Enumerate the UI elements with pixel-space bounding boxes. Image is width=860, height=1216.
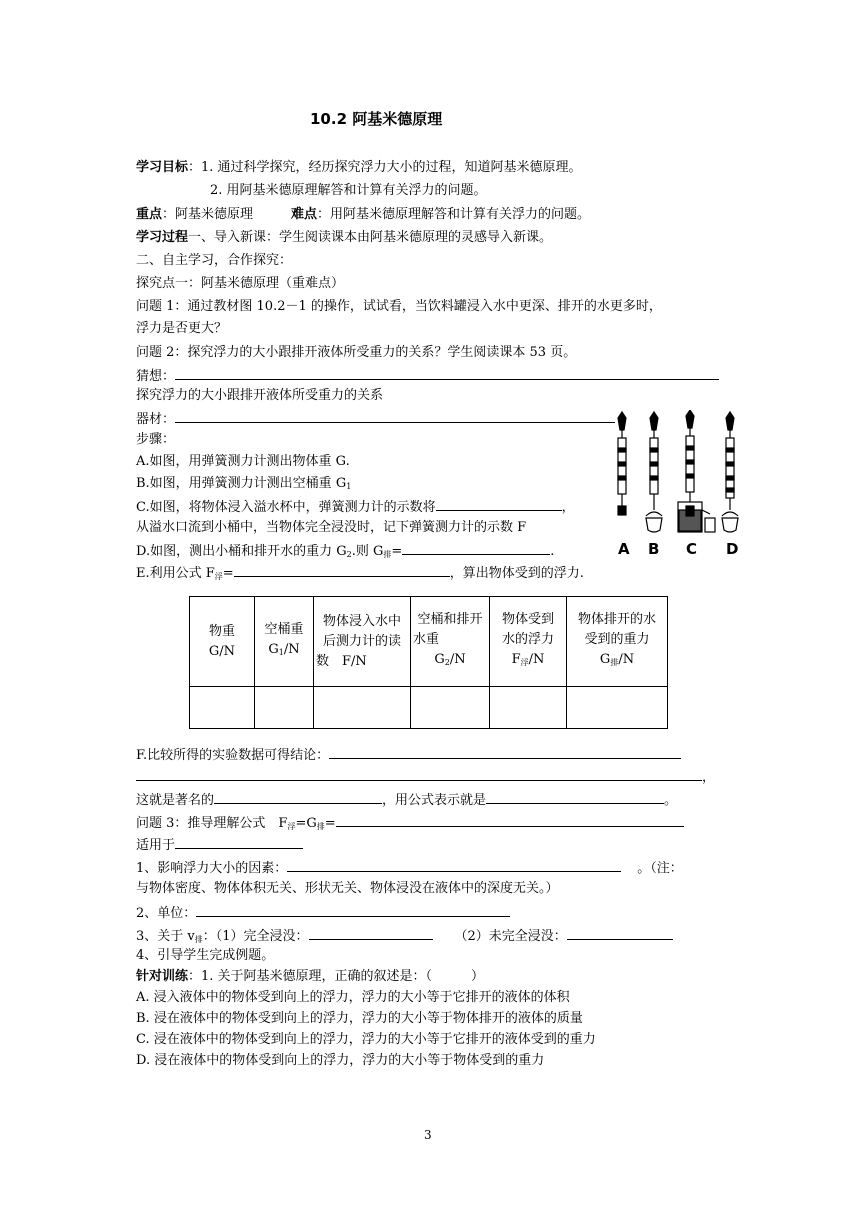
table-header-row (190, 597, 668, 687)
famous-text-2: ，用公式表示就是 (382, 793, 487, 808)
apply-blank[interactable] (175, 834, 303, 849)
hard-label: 难点 (291, 207, 318, 222)
conclusion-blank-2[interactable] (136, 766, 702, 781)
cell-bucket-water[interactable] (411, 687, 490, 729)
step-c-text: C.如图，将物体浸入溢水杯中，弹簧测力计的示数将 (136, 500, 436, 515)
header-text: 数 F/N (316, 653, 367, 669)
unit-label: 2、单位： (136, 906, 197, 921)
equipment-line (136, 408, 615, 430)
step-a: A.如图，用弹簧测力计测出物体重 G. (136, 454, 350, 469)
step-e-sub: 浮 (214, 572, 223, 581)
principle-name-blank[interactable] (214, 789, 382, 804)
conclusion-comma: ， (702, 770, 716, 785)
step-d-text-2: .则 G (351, 544, 384, 559)
step-e-text-2: ，算出物体受到的浮力. (449, 566, 584, 581)
v-text: 3、关于 v (136, 929, 195, 944)
apparatus-a (618, 412, 626, 515)
header-text: /N (618, 652, 635, 667)
step-d-eq: = (391, 544, 403, 559)
q3-blank[interactable] (336, 812, 684, 827)
header-text: /N (528, 652, 545, 667)
apply-label: 适用于 (136, 838, 176, 853)
v-text-3: （2）未完全浸没： (454, 929, 567, 944)
formula-blank[interactable] (486, 789, 664, 804)
figure-label-a: A (618, 540, 630, 558)
figure-label-d: D (726, 540, 739, 558)
step-e (136, 562, 584, 587)
header-buoyancy (490, 597, 567, 687)
header-empty-bucket (255, 597, 314, 687)
header-text: G (599, 652, 611, 667)
cell-empty-bucket[interactable] (255, 687, 314, 729)
goals-label: 学习目标 (136, 160, 189, 175)
header-text: G/N (208, 643, 236, 659)
point-1: 探究点一：阿基米德原理（重难点） (136, 276, 345, 291)
factor-line (136, 857, 683, 879)
famous-period: 。 (664, 793, 678, 808)
conclusion-line-2 (136, 766, 715, 788)
header-text: 物体浸入水中 (322, 613, 401, 629)
header-text: 空桶和排开 (417, 612, 483, 627)
hard-text: ：用阿基米德原理解答和计算有关浮力的问题。 (317, 207, 591, 222)
header-text: 后测力计的读 (322, 633, 401, 649)
page-number: 3 (424, 1128, 432, 1142)
apparatus-b (646, 412, 662, 532)
header-text: 水重 (413, 632, 440, 647)
header-sub: 排 (610, 658, 619, 667)
training-question: ：1. 关于阿基米德原理，正确的叙述是：（ ） (188, 969, 485, 984)
figure-label-b: B (648, 540, 660, 558)
equipment-label: 器材： (136, 412, 176, 427)
page-title: 10.2 阿基米德原理 (310, 110, 443, 128)
step-d-sub: 2 (346, 550, 352, 559)
explore-title: 探究浮力的大小跟排开液体所受重力的关系 (136, 388, 384, 403)
question-2: 问题 2：探究浮力的大小跟排开液体所受重力的关系？学生阅读课本 53 页。 (136, 345, 577, 360)
process-line (136, 228, 552, 248)
option-d: D. 浸在液体中的物体受到向上的浮力，浮力的大小等于物体受到的重力 (136, 1053, 545, 1068)
cell-buoyancy[interactable] (490, 687, 567, 729)
goal-2: 2. 用阿基米德原理解答和计算有关浮力的问题。 (210, 183, 487, 198)
steps-label: 步骤： (136, 432, 176, 447)
focus-line (136, 205, 590, 225)
header-text: 受到的重力 (584, 632, 650, 647)
option-b: B. 浸在液体中的物体受到向上的浮力，浮力的大小等于物体排开的液体的质量 (136, 1011, 583, 1026)
header-text: 空桶重 (264, 622, 304, 637)
experiment-table (189, 596, 668, 729)
header-text: 物重 (208, 623, 235, 639)
apparatus-d (722, 412, 738, 532)
header-sub: 2 (444, 658, 450, 667)
factor-label: 1、影响浮力大小的因素： (136, 861, 288, 876)
step-c-line-2: 从溢水口流到小桶中，当物体完全浸没时，记下弹簧测力计的示数 F (136, 520, 527, 535)
step-b-text: B.如图，用弹簧测力计测出空桶重 G (136, 476, 347, 491)
figure-label-c: C (686, 540, 698, 558)
step-e-text: E.利用公式 F (136, 566, 215, 581)
unit-blank[interactable] (196, 902, 510, 917)
step-b (136, 474, 351, 497)
q3-eq: = (324, 816, 336, 831)
famous-text: 这就是著名的 (136, 793, 215, 808)
training-line (136, 967, 484, 987)
header-reading (314, 597, 411, 687)
guess-line (136, 365, 719, 387)
key-text: ：阿基米德原理 (162, 207, 254, 222)
header-text: 物体受到 (501, 612, 554, 627)
conclusion-blank-1[interactable] (329, 744, 681, 759)
step-c-blank[interactable] (436, 496, 562, 511)
header-text: 水的浮力 (501, 632, 554, 647)
header-text (411, 650, 489, 673)
process-label: 学习过程 (136, 230, 189, 245)
question-1-line-2: 浮力是否更大？ (136, 321, 228, 336)
step-c-comma: ， (561, 500, 575, 515)
guess-label: 猜想： (136, 369, 176, 384)
step-d-sub-2: 排 (383, 550, 392, 559)
factor-note: 。（注： (637, 861, 683, 876)
equipment-blank[interactable] (175, 408, 615, 423)
cell-reading[interactable] (314, 687, 411, 729)
example-line: 4、引导学生完成例题。 (136, 948, 275, 963)
q3-text: 问题 3：推导理解公式 F (136, 816, 288, 831)
step-b-sub: 1 (346, 482, 352, 491)
step-e-eq: = (222, 566, 234, 581)
option-a: A. 浸入液体中的物体受到向上的浮力，浮力的大小等于它排开的液体的体积 (136, 990, 570, 1005)
header-text (567, 650, 667, 673)
step-d-text: D.如图，测出小桶和排开水的重力 G (136, 544, 347, 559)
apply-line (136, 834, 303, 856)
table-row (190, 687, 668, 729)
header-text: /N (449, 652, 466, 667)
question-1-line-1: 问题 1：通过教材图 10.2－1 的操作，试试看，当饮料罐浸入水中更深、排开的水更多时， (136, 299, 662, 314)
header-text: F (511, 652, 521, 667)
step-f (136, 744, 681, 766)
goal-1: ：1. 通过科学探究，经历探究浮力大小的过程，知道阿基米德原理。 (188, 160, 582, 175)
key-label: 重点 (136, 207, 163, 222)
step-c-line-1 (136, 496, 575, 518)
factor-blank[interactable] (287, 857, 621, 872)
q3-sub-2: 排 (316, 822, 325, 831)
header-object-weight (190, 597, 255, 687)
option-c: C. 浸在液体中的物体受到向上的浮力，浮力的大小等于它排开的液体受到的重力 (136, 1032, 596, 1047)
q3-sub: 浮 (287, 822, 296, 831)
q3-text-2: =G (295, 816, 317, 831)
v-complete-blank[interactable] (309, 925, 433, 940)
header-text: G (434, 652, 445, 667)
step-d: D.如图，测出小桶和排开水的重力 $G_2$.则 $G_排=$ . (136, 540, 554, 565)
step-f-text: F.比较所得的实验数据可得结论： (136, 748, 330, 763)
famous-line (136, 789, 677, 811)
process-text: 一、导入新课：学生阅读课本由阿基米德原理的灵感导入新课。 (188, 230, 553, 245)
unit-line (136, 902, 510, 924)
header-text: /N (283, 642, 300, 657)
goals-line-1 (136, 158, 582, 178)
v-text-2: ：（1）完全浸没： (202, 929, 309, 944)
factor-note-line: 与物体密度、物体体积无关、形状无关、物体浸没在液体中的深度无关。） (136, 881, 559, 896)
step-d-blank[interactable] (402, 540, 550, 555)
cell-object-weight[interactable] (190, 687, 255, 729)
cell-displaced-weight[interactable] (567, 687, 668, 729)
guess-blank[interactable] (175, 365, 719, 380)
header-sub: 浮 (520, 658, 529, 667)
header-bucket-water (411, 597, 490, 687)
apparatus-c (678, 410, 715, 532)
v-partial-blank[interactable] (567, 925, 673, 940)
header-text: G (268, 642, 279, 657)
header-displaced-weight (567, 597, 668, 687)
v-sub: 排 (194, 935, 203, 944)
training-label: 针对训练 (136, 969, 189, 984)
section-2: 二、自主学习，合作探究： (136, 253, 293, 268)
header-text (255, 640, 313, 663)
experiment-figure (606, 410, 746, 560)
header-sub: 1 (278, 648, 284, 657)
step-e-blank[interactable] (234, 562, 450, 577)
header-text (490, 650, 566, 673)
header-text: 物体排开的水 (577, 612, 656, 627)
